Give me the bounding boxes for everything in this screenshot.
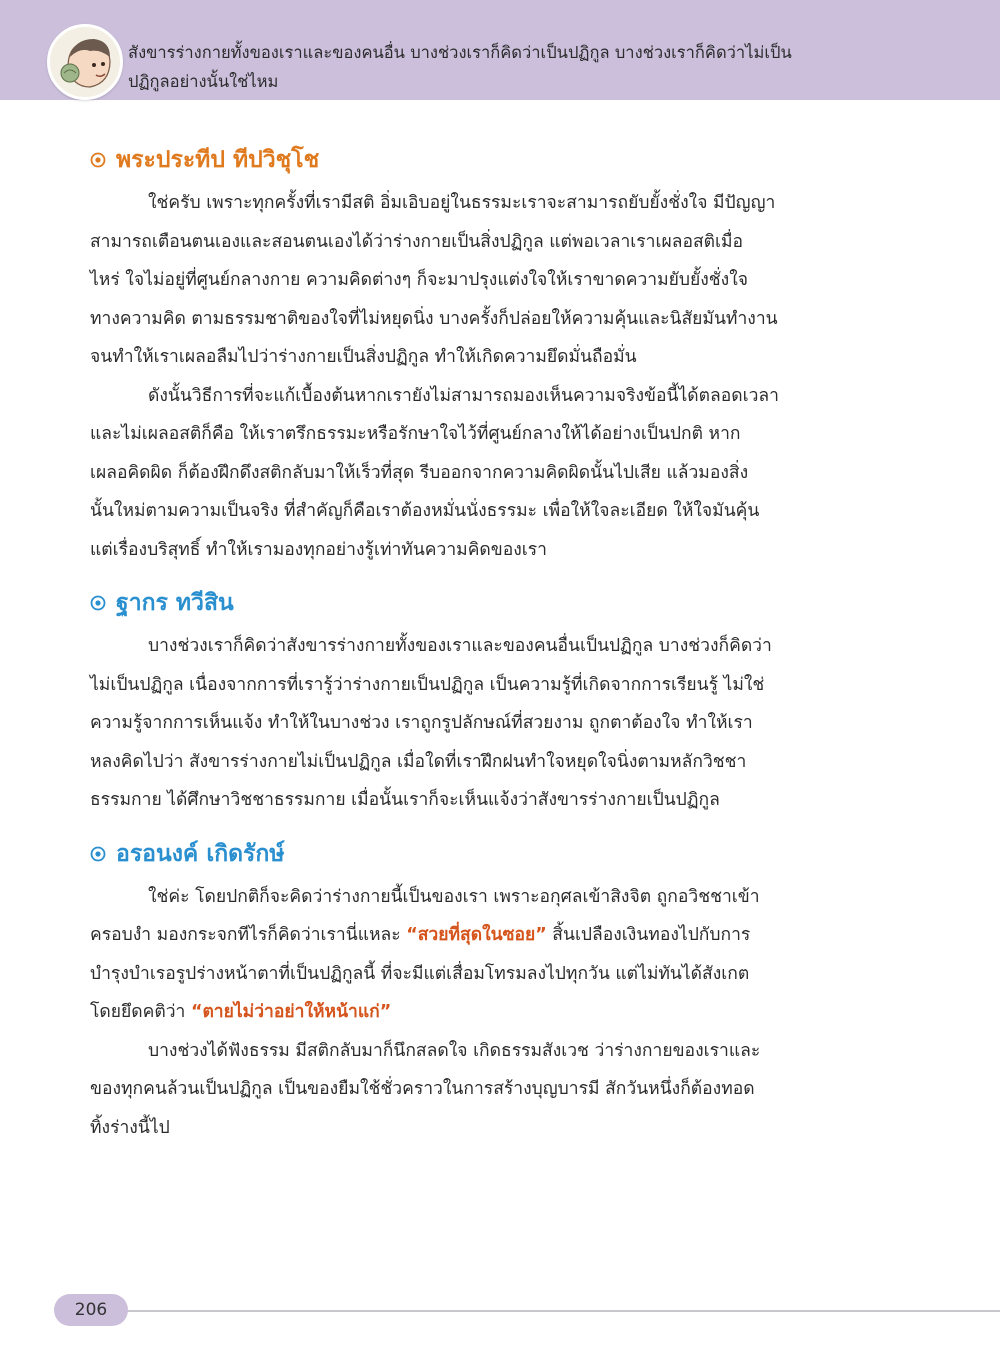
- circle-bullet-icon: [90, 152, 116, 168]
- emphasized-quote: “สวยที่สุดในซอย”: [406, 925, 547, 945]
- paragraph: [90, 184, 870, 377]
- speaker-name: อรอนงค์ เกิดรักษ์: [116, 840, 285, 867]
- text-line: ความรู้จากการเห็นแจ้ง ทำให้ในบางช่วง เราถูกรูปลักษณ์ที่สวยงาม ถูกตาต้องใจ ทำให้เรา: [90, 713, 753, 733]
- text-line: จนทำให้เราเผลอลืมไปว่าร่างกายเป็นสิ่งปฏิกูล ทำให้เกิดความยึดมั่นถือมั่น: [90, 347, 637, 367]
- paragraph: [90, 1032, 870, 1148]
- speaker-name: พระประทีป ทีปวิชุโช: [116, 147, 320, 173]
- paragraph: [90, 878, 870, 1032]
- text-fragment: ครอบงำ มองกระจกทีไรก็คิดว่าเรานี่แหละ: [90, 925, 407, 945]
- header-question: [128, 38, 968, 96]
- text-line: บำรุงบำเรอรูปร่างหน้าตาที่เป็นปฏิกูลนี้ ที่จะมีแต่เสื่อมโทรมลงไปทุกวัน แต่ไม่ทันได้สังเกต: [90, 963, 750, 984]
- answer-section-2: [90, 583, 870, 820]
- text-line: หลงคิดไปว่า สังขารร่างกายไม่เป็นปฏิกูล เมื่อใดที่เราฝึกฝนทำใจหยุดใจนิ่งตามหลักวิชชา: [90, 751, 747, 772]
- text-line: บางช่วงเราก็คิดว่าสังขารร่างกายทั้งของเราและของคนอื่นเป็นปฏิกูล บางช่วงก็คิดว่า: [148, 636, 772, 656]
- header-line: ปฏิกูลอย่างนั้นใช่ไหม: [128, 72, 279, 91]
- text-line: สามารถเตือนตนเองและสอนตนเองได้ว่าร่างกายเป็นสิ่งปฏิกูล แต่พอเวลาเราเผลอสติเมื่อ: [90, 231, 744, 252]
- circle-bullet-icon: [90, 595, 116, 611]
- text-line: บางช่วงได้ฟังธรรม มีสติกลับมาก็นึกสลดใจ เกิดธรรมสังเวช ว่าร่างกายของเราและ: [148, 1040, 761, 1061]
- text-line: ทางความคิด ตามธรรมชาติของใจที่ไม่หยุดนิ่ง บางครั้งก็ปล่อยให้ความคุ้นและนิสัยมันทำงาน: [90, 308, 778, 329]
- text-line: ดังนั้นวิธีการที่จะแก้เบื้องต้นหากเรายังไม่สามารถมองเห็นความจริงข้อนี้ได้ตลอดเวลา: [148, 385, 779, 406]
- header-line: สังขารร่างกายทั้งของเราและของคนอื่น บางช่วงเราก็คิดว่าเป็นปฏิกูล บางช่วงเราก็คิดว่าไม่เป็น: [128, 43, 792, 62]
- text-line: ของทุกคนล้วนเป็นปฏิกูล เป็นของยืมใช้ชั่วคราวในการสร้างบุญบารมี สักวันหนึ่งก็ต้องทอด: [90, 1079, 755, 1099]
- text-line: [90, 916, 870, 955]
- text-line: เผลอคิดผิด ก็ต้องฝึกดึงสติกลับมาให้เร็วที่สุด รีบออกจากความคิดผิดนั้นไปเสีย แล้วมองสิ่ง: [90, 462, 749, 483]
- text-line: ไหร่ ใจไม่อยู่ที่ศูนย์กลางกาย ความคิดต่างๆ ก็จะมาปรุงแต่งใจให้เราขาดความยับยั้งชั่งใจ: [90, 270, 749, 290]
- section-heading: [90, 834, 870, 874]
- text-line: และไม่เผลอสติก็คือ ให้เราตรึกธรรมะหรือรักษาใจไว้ที่ศูนย์กลางให้ได้อย่างเป็นปกติ หาก: [90, 424, 741, 444]
- paragraph: [90, 627, 870, 820]
- text-line: ทิ้งร่างนี้ไป: [90, 1117, 170, 1138]
- paragraph: [90, 377, 870, 570]
- text-fragment: สิ้นเปลืองเงินทองไปกับการ: [546, 925, 751, 945]
- text-line: แต่เรื่องบริสุทธิ์ ทำให้เรามองทุกอย่างรู้เท่าทันความคิดของเรา: [90, 539, 547, 560]
- page-number: 206: [74, 1300, 108, 1320]
- answer-section-3: [90, 834, 870, 1148]
- emphasized-quote: “ตายไม่ว่าอย่าให้หน้าแก่”: [190, 1002, 392, 1022]
- speaker-name: ฐากร ทวีสิน: [116, 590, 234, 616]
- cartoon-boy-avatar-icon: [47, 24, 123, 100]
- circle-bullet-icon: [90, 846, 116, 862]
- avatar-illustration: [50, 27, 120, 97]
- page-number-badge: [54, 1294, 128, 1326]
- section-heading: [90, 140, 870, 180]
- text-line: [90, 993, 870, 1032]
- footer-divider: [120, 1310, 1000, 1312]
- text-line: ไม่เป็นปฏิกูล เนื่องจากการที่เรารู้ว่าร่างกายเป็นปฏิกูล เป็นความรู้ที่เกิดจากการเรียนรู้ ไม่ใช่: [90, 674, 765, 695]
- text-line: ใช่ค่ะ โดยปกติก็จะคิดว่าร่างกายนี้เป็นของเรา เพราะอกุศลเข้าสิงจิต ถูกอวิชชาเข้า: [148, 886, 760, 907]
- answer-section-1: [90, 140, 870, 569]
- text-line: นั้นใหม่ตามความเป็นจริง ที่สำคัญก็คือเราต้องหมั่นนั่งธรรมะ เพื่อให้ใจละเอียด ให้ใจมันคุ้น: [90, 501, 760, 521]
- main-content: [90, 140, 870, 1161]
- text-fragment: โดยยึดคติว่า: [90, 1002, 191, 1022]
- section-heading: [90, 583, 870, 623]
- text-line: ธรรมกาย ได้ศึกษาวิชชาธรรมกาย เมื่อนั้นเราก็จะเห็นแจ้งว่าสังขารร่างกายเป็นปฏิกูล: [90, 790, 720, 810]
- text-line: ใช่ครับ เพราะทุกครั้งที่เรามีสติ อิ่มเอิบอยู่ในธรรมะเราจะสามารถยับยั้งชั่งใจ มีปัญญา: [148, 193, 776, 213]
